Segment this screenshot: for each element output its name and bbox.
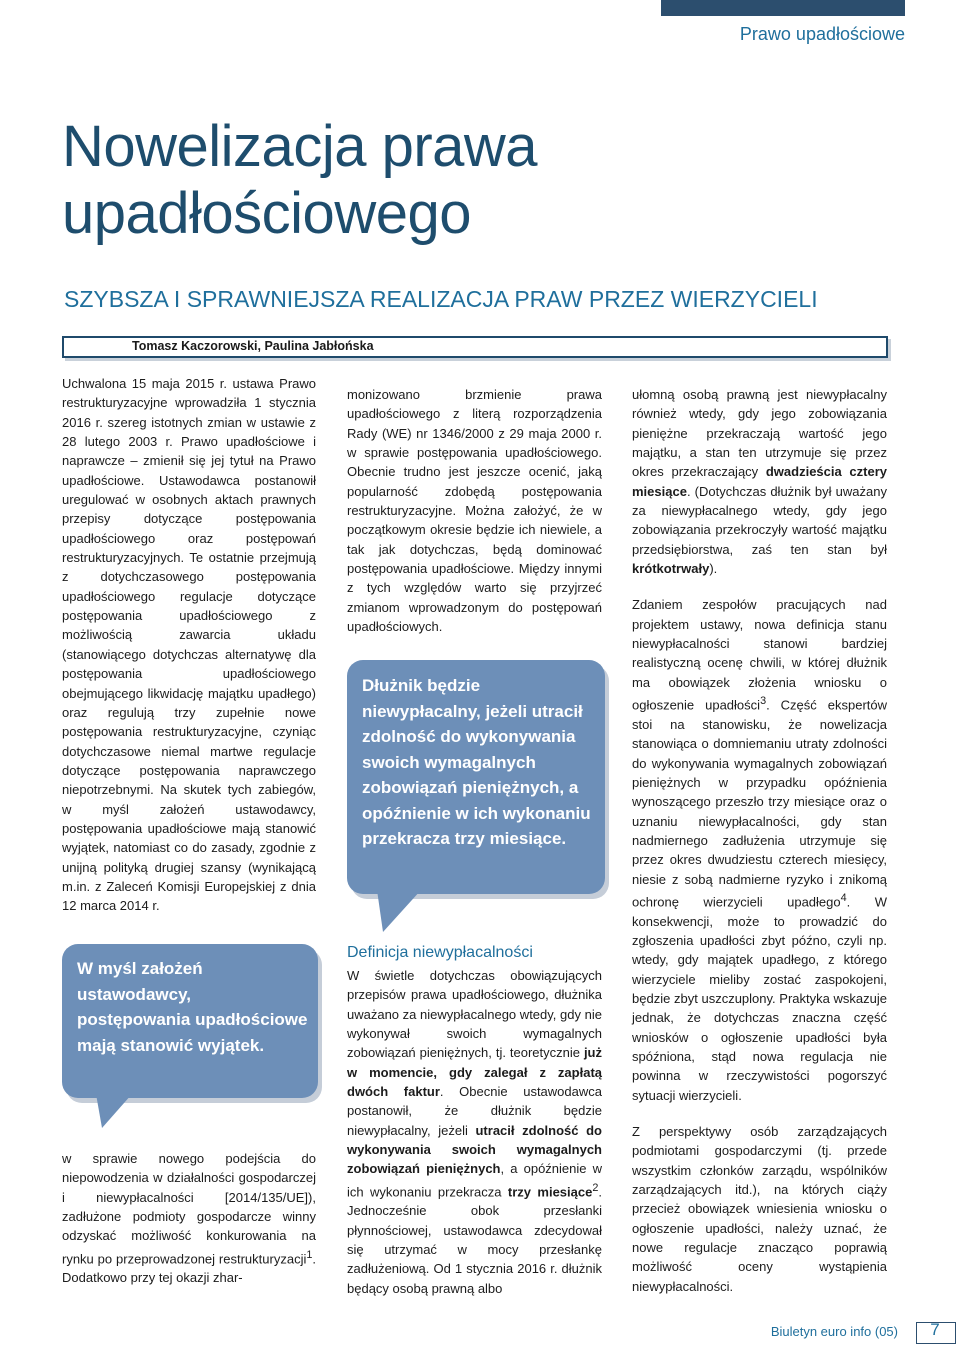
column-1 [62,374,316,916]
paragraph: Uchwalona 15 maja 2015 r. ustawa Prawo restrukturyzacyjne wprowadziła 1 stycznia 2016 r. szereg istotnych zmian w ustawie z 28 lutego 2003 r. Prawo upadłościowe i naprawcze – zmienił się jej tytuł na Prawo upadłościowe. Ustawodawca postanowił uregulować w osobnych aktach prawnych przepisy dotyczące postępowania upadłościowego oraz postępowań restrukturyzacyjnych. Te ostatnie przejmują z dotychczasowego postępowania upadłościowego regulacje dotyczące postępowania upadłościowego z możliwością zawarcia układu (stanowiącego dotychczas alternatywę dla postępowania upadłościowego obejmującego likwidację majątku upadłego) oraz regulują trzy zupełnie nowe postępowania restrukturyzacyjne, czyniąc dotychczasowe niemal martwe regulacje dotyczące postępowania naprawczego niepotrzebnymi. Na skutek tych zabiegów, w myśl założeń ustawodawcy, postępowania upadłościowe mają stanowić wyjątek, natomiast co do zasady, zgodnie z unijną polityką drugiej szansy (wynikającą m.in. z Zaleceń Komisji Europejskiej z dnia 12 marca 2014 r. [62,376,316,914]
paragraph: ułomną osobą prawną jest niewypłacalny również wtedy, gdy jego zobowiązania pieniężne przekraczają wartość jego majątku, a stan ten utrzymuje się przez okres przekraczający dwadzieścia cztery miesiące. (Dotychczas dłużnik był uważany za niewypłacalnego wtedy, gdy jego zobowiązania przekroczyły wartość majątku przedsiębiorstwa, zaś ten stan był krótkotrwały). [632,387,887,577]
section-label: Prawo upadłościowe [739,24,905,44]
paragraph: Zdaniem zespołów pracujących nad projektem ustawy, nowa definicja stanu niewypłacalności stanowi bardziej realistyczną ocenę chwili, w której dłużnik ma obowiązek złożenia wniosku o ogłoszenie upadłości$^3$. Część ekspertów stoi na stanowisku, że nowelizacja stanowiąca o domniemaniu utraty zdolności do wykonywania wymagalnych zobowiązań pieniężnych w przypadku opóźnienia wynoszącego przeszło trzy miesiące oraz o uznaniu niewypłacalności, gdy stan nadmiernego zadłużenia utrzymuje się przez okres dwudziestu czterech miesięcy, niesie z sobą nadmierne ryzyko i znikomą ochronę wierzycieli upadłego$^4$. W konsekwencji, może to prowadzić do zgłoszenia upadłości zbyt późno, czyli np. wtedy, gdy majątek upadłego, z którego wierzyciele mieliby zostać zaspokojeni, będzie zbyt uszczuplony. Praktyka wskazuje jednak, że dotychczas znaczna część wniosków o ogłoszenie upadłości była spóźniona, stąd nowa regulacja nie powinna w rzeczywistości pogorszyć sytuacji wierzycieli. [632,597,888,1103]
column-3 [632,385,887,1296]
article-title: Nowelizacja prawa upadłościowego [62,114,538,246]
publication-name: Biuletyn euro info (05) [770,1324,898,1339]
pull-quote-bubble [347,660,605,894]
paragraph: Z perspektywy osób zarządzających podmiotami gospodarczymi (tj. przede wszystkim członków zarządu, wspólników zarządzających itd.), na których ciąży przecież obowiązek wniesienia wniosku o ogłoszenie upadłości, należy uznać, że nowe regulacje znacząco poprawią możliwość oceny wystąpienia niewypłacalności. [632,1124,887,1294]
pull-quote-text: Dłużnik będzie niewypłacalny, jeżeli utracił zdolność do wykonywania swoich wymagalnych zobowiązań pieniężnych, a opóźnienie w ich wykonaniu przekracza trzy miesiące. [362,676,591,848]
pull-quote-text: W myśl założeń ustawodawcy, postępowania upadłościowe mają stanowić wyjątek. [77,959,308,1055]
header-corner-block [661,0,905,16]
author-bar [62,336,888,358]
article-authors: Tomasz Kaczorowski, Paulina Jabłońska [132,339,374,353]
article-subtitle: SZYBSZA I SPRAWNIEJSZA REALIZACJA PRAW PRZEZ WIERZYCIELI [64,286,818,312]
paragraph: w sprawie nowego podejścia do niepowodzenia w działalności gospodarczej i niewypłacalności [2014/135/UE]), zadłużone podmioty gospodarcze winny odzyskać możliwość konkurowania na rynku po przeprowadzonej restrukturyzacji$^1$. Dodatkowo przy tej okazji zhar- [62,1151,316,1286]
column-2 [347,385,602,636]
column-1-continued [62,1149,316,1288]
speech-tail-icon [377,890,425,934]
paragraph: W świetle dotychczas obowiązujących przepisów prawa upadłościowego, dłużnika uważano za niewypłacalnego wtedy, gdy nie wykonywał swoich wymagalnych zobowiązań pieniężnych, tj. teoretycznie już w momencie, gdy zalegał z zapłatą dwóch faktur. Obecnie ustawodawca postanowił, że dłużnik będzie niewypłacalny, jeżeli utracił zdolność do wykonywania swoich wymagalnych zobowiązań pieniężnych, a opóźnienie w ich wykonaniu przekracza trzy miesiące$^2$. Jednocześnie obok przesłanki płynnościowej, ustawodawca zdecydował się utrzymać w mocy przesłankę zadłużeniową. Od 1 stycznia 2016 r. dłużnik będący osobą prawną albo [347,968,603,1296]
section-heading: Definicja niewypłacalności [347,944,533,961]
speech-tail-icon [96,1094,136,1130]
footnote-ref: 4 [840,891,847,904]
footnote-ref: 1 [306,1248,313,1261]
footnote-ref: 2 [592,1181,599,1194]
column-2-continued [347,966,602,1298]
page-number: 7 [930,1320,940,1339]
paragraph: monizowano brzmienie prawa upadłościowego z literą rozporządzenia Rady (WE) nr 1346/2000 z 29 maja 2000 r. w sprawie postępowania upadłościowego. Obecnie trudno jest jeszcze ocenić, jaką popularność zdobędą postępowania restrukturyzacyjne. Można założyć, że w początkowym okresie będzie ich niewiele, a tak jak dotychczas, będą dominować postępowania upadłościowe. Między innymi z tych względów warto się przyjrzeć zmianom wprowadzonym do postępowań upadłościowych. [347,387,602,635]
footnote-ref: 3 [760,695,767,708]
pull-quote-bubble [62,944,318,1098]
